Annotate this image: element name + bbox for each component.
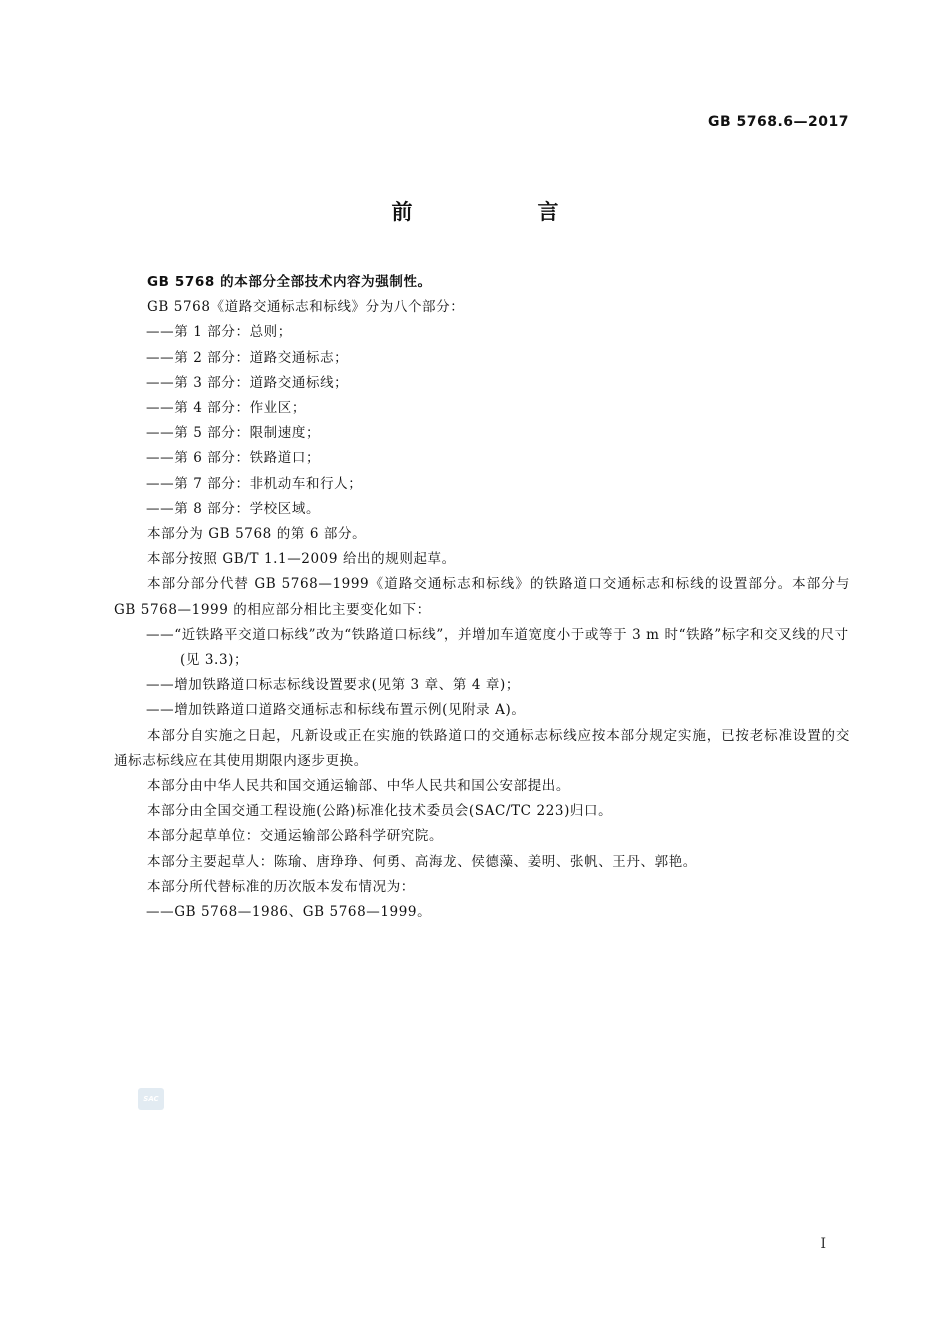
list-item-part-1: ——第 1 部分：总则；: [146, 324, 292, 341]
list-item-history: ——GB 5768—1986、GB 5768—1999。: [146, 904, 432, 921]
list-item-part-8: ——第 8 部分：学校区域。: [146, 500, 321, 517]
paragraph-history-intro: 本部分所代替标准的历次版本发布情况为：: [147, 878, 415, 895]
list-item-part-5: ——第 5 部分：限制速度；: [146, 425, 321, 442]
paragraph-drafting-rules: 本部分按照 GB/T 1.1—2009 给出的规则起草。: [147, 551, 456, 568]
list-item-change-3: ——增加铁路道口道路交通标志和标线布置示例(见附录 A)。: [146, 702, 526, 719]
foreword-body: [114, 270, 850, 925]
paragraph-parts-intro: GB 5768《道路交通标志和标线》分为八个部分：: [147, 299, 465, 316]
paragraph-drafters: 本部分主要起草人：陈瑜、唐琤琤、何勇、高海龙、侯德藻、姜明、张帆、王丹、郭艳。: [147, 853, 697, 870]
standard-code: GB 5768.6—2017: [707, 114, 849, 130]
list-item-part-2: ——第 2 部分：道路交通标志；: [146, 349, 349, 366]
list-item-part-7: ——第 7 部分：非机动车和行人；: [146, 475, 363, 492]
list-item-part-3: ——第 3 部分：道路交通标线；: [146, 374, 349, 391]
paragraph-technical-committee: 本部分由全国交通工程设施(公路)标准化技术委员会(SAC/TC 223)归口。: [147, 803, 613, 820]
paragraph-replacement: 本部分部分代替 GB 5768—1999《道路交通标志和标线》的铁路道口交通标志和标线的设置部分。本部分与 GB 5768—1999 的相应部分相比主要变化如下：: [114, 576, 850, 618]
paragraph-part-number: 本部分为 GB 5768 的第 6 部分。: [147, 526, 367, 543]
sac-watermark-logo: SAC: [138, 1088, 164, 1110]
page-number: I: [820, 1236, 826, 1252]
page-title: 前 言: [391, 200, 611, 224]
list-item-part-6: ——第 6 部分：铁路道口；: [146, 450, 321, 467]
paragraph-proposer: 本部分由中华人民共和国交通运输部、中华人民共和国公安部提出。: [147, 778, 570, 795]
list-item-change-2: ——增加铁路道口标志标线设置要求(见第 3 章、第 4 章)；: [146, 677, 520, 694]
paragraph-drafting-unit: 本部分起草单位：交通运输部公路科学研究院。: [147, 828, 444, 845]
list-item-change-1: ——“近铁路平交道口标线”改为“铁路道口标线”，并增加车道宽度小于或等于 3 m 时“铁路”标字和交叉线的尺寸(见 3.3)；: [146, 626, 849, 669]
list-item-part-4: ——第 4 部分：作业区；: [146, 400, 306, 417]
mandatory-statement: GB 5768 的本部分全部技术内容为强制性。: [147, 274, 432, 290]
paragraph-implementation: 本部分自实施之日起，凡新设或正在实施的铁路道口的交通标志标线应按本部分规定实施，已按老标准设置的交通标志标线应在其使用期限内逐步更换。: [114, 727, 850, 769]
